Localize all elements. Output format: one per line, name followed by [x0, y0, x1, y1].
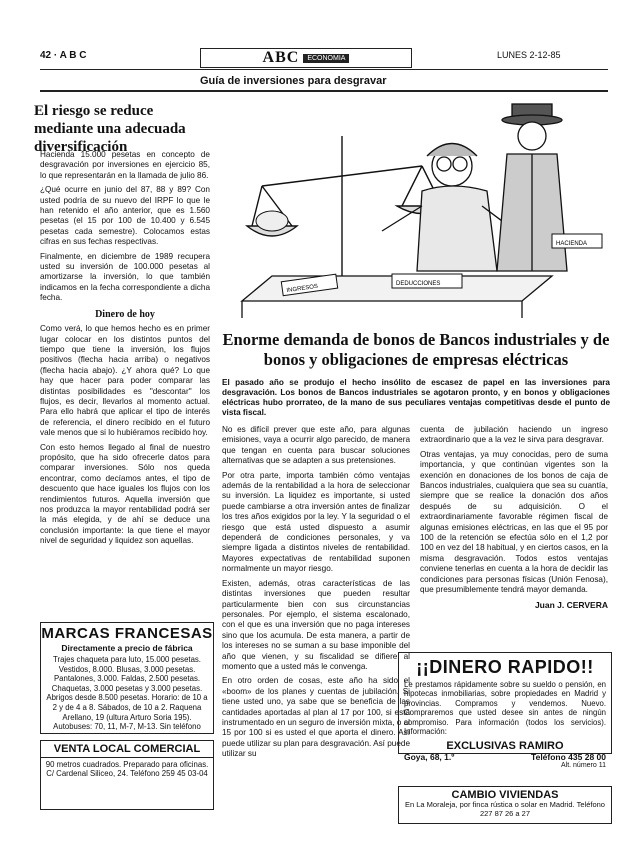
- ad-venta-body: 90 metros cuadrados. Preparado para oficinas. C/ Cardenal Siliceo, 24. Teléfono 259 45 03-04: [45, 760, 209, 779]
- section-rule: [40, 90, 608, 92]
- ad-dinero-contact: [399, 752, 611, 762]
- article2-para: Por otra parte, importa también cómo ventajas además de la rentabilidad a la hora de seleccionar su inversión. La liquidez es importante, si usted puede cambiarse a otra inversión antes de finalizar los tres años exigidos por la ley. Y la seguridad o el riesgo que está usted dispuesto a asumir dependerá de condiciones personales, y va siempre ligada a distintos niveles de rentabilidad. Mayores expectativas de rentabilidad suponen normalmente un mayor riesgo.: [222, 470, 410, 574]
- article1-para: Finalmente, en diciembre de 1989 recupera usted su inversión de 100.000 pesetas al amortizarse la inversión, lo que también indicamos en la fecha correspondiente a dicha fecha.: [40, 251, 210, 303]
- logo-text: ABC: [262, 49, 300, 66]
- ad-dinero-phone: Teléfono 435 28 00: [531, 752, 606, 763]
- ad-dinero-body: Le prestamos rápidamente sobre su sueldo o pensión, en hipotecas inmobiliarias, sobre propiedades en Madrid y provincias. Compramos y vendemos. Nuevo. Compraremos que usted desee sin antes de ningún compromiso. Para información (todos los servicios). Información:: [404, 680, 606, 737]
- ad-marcas-subtitle: Directamente a precio de fábrica: [61, 643, 193, 653]
- article1-para: Hacienda 15.000 pesetas en concepto de desgravación por inversiones en ejercicio 85, lo que representarán en la llamada de julio 86.: [40, 150, 210, 180]
- ad-marcas-body: Trajes chaqueta para luto, 15.000 pesetas. Vestidos, 8.000. Blusas, 3.000 pesetas. Pantalones, 3.000. Faldas, 2.500 pesetas. Chaquetas, 3.000 pesetas y 3.000 pesetas. Abrigos desde 8.500 pesetas. Horario: de 10 a 2 y de 4 a 8. Sábados, de 10 a 2. Raquena Arellano, 19 (ultura Arturo Soria 195). Autobuses: 70, 11, M-7, M-13. Sin teléfono: [46, 655, 208, 732]
- ad-dinero-ref: Alt. número 11: [560, 762, 606, 770]
- caption-mid: DEDUCCIONES: [396, 281, 441, 287]
- masthead-logo: [200, 48, 412, 68]
- article2-title: Enorme demanda de bonos de Bancos industriales y de bonos y obligaciones de empresas eléctricas: [222, 330, 610, 369]
- section-banner: Guía de inversiones para desgravar: [200, 75, 387, 87]
- page-date: LUNES 2-12-85: [497, 50, 561, 60]
- article1-para: Como verá, lo que hemos hecho es en primer lugar colocar en los distintos puntos del tiempo que tiene la inversión, los flujos positivos (flecha hacia arriba) o negativos (flecha hacia abajo). ¿Y ahora qué? Lo que hay que hacer para poder comparar las distintas posibilidades es "descontar" los flujos, es decir, llevarlos al momento actual. Para ello habrá que aplicar el tipo de interés de referencia, el dinero recibido en el futuro vale menos que si lo hubiéramos recibido hoy.: [40, 324, 210, 438]
- article1-para: Con esto hemos llegado al final de nuestro propósito, que ha sido ofrecerle datos para comparar inversiones. Sólo nos queda encontrar, como decíamos antes, el tipo de descuento que hace iguales los flujos con los rendimientos futuros. Aquella inversión que nos produzca la mayor rentabilidad podrá ser la más elegida, y de ahí se deduce una conclusión importante: la que tiene el mayor nivel de seguridad y liquidez son aquellas.: [40, 442, 210, 546]
- ad-dinero-rapido: [398, 652, 612, 770]
- ad-dinero-name: EXCLUSIVAS RAMIRO: [446, 740, 564, 753]
- article1-title: El riesgo se reduce mediante una adecuada diversificación: [34, 103, 186, 155]
- article1-subhead: Dinero de hoy: [95, 308, 155, 320]
- caption-right: HACIENDA: [556, 241, 588, 247]
- ad-venta-title: VENTA LOCAL COMERCIAL: [41, 741, 213, 758]
- article1-body: [40, 150, 210, 551]
- article2-para: En otro orden de cosas, este año ha sido el «boom» de los planes y cuentas de jubilación. Si tiene usted uno, ya sabe que se beneficia de las cantidades aportadas al plan al 17 por 100, si está instrumentado en un seguro de inversión mixta, o al 15 por 100 si es usted el que aporta el dinero. Así puede utilizar su plan para desgravación. Así puede utilizar su: [222, 676, 410, 759]
- article1-para: ¿Qué ocurre en junio del 87, 88 y 89? Con usted podría de su nuevo del IRPF lo que le han retenido el año anterior, que es 1.560 pesetas (el 15 por 100 de 10.400 y 6.545 pesetas cada semestre). Colocamos estas cifras en sus fechas respectivas.: [40, 185, 210, 247]
- ad-cambio-title: CAMBIO VIVIENDAS: [451, 789, 559, 801]
- ad-cambio-body: En La Moraleja, por finca rústica o solar en Madrid. Teléfono 227 87 26 a 27: [405, 800, 605, 818]
- article2-para: Otras ventajas, ya muy conocidas, pero de suma importancia, y que continúan vigentes son la exención en donaciones de los bonos de caja de Bancos industriales, cualquiera que sea su cuantía, siempre que se realice la donación dos años después de su adquisición. O el extraordinariamente favorable régimen fiscal de algunas emisiones eléctricas, en las que el 95 por 100 de la retención se efectúa sólo en el 1,2 por 100 en vez del 18 habitual, y en ciertos casos, en la misma desgravación. Todos estos ventajas conviene tenerlas en cuenta a la hora de decidir las condiciones para personas físicas (Unión Fenosa), que presumiblemente tendrá mayor demanda.: [420, 449, 608, 595]
- ad-cambio-viviendas: [398, 786, 612, 824]
- ad-dinero-address: Goya, 68, 1.º: [404, 752, 455, 763]
- article2-para: Existen, además, otras características de las distintas inversiones que pueden resultar particularmente bien con sus circunstancias personales. Por ejemplo, el sistema escalonado, con el que es una inversión que no paga intereses sino que los acumula. De esta manera, a partir de los intereses no se suman a su base imponible del año que vienen, y su fiscalidad se difiere al momento que a usted más le convenga.: [222, 578, 410, 671]
- ad-venta-local: [40, 740, 214, 810]
- header-rule: [40, 69, 608, 70]
- ad-marcas-francesas: [40, 622, 214, 734]
- article2-col-right: [420, 425, 608, 610]
- article2-lead: El pasado año se produjo el hecho insólito de escasez de papel en las inversiones para desgravación. Los bonos de Bancos industriales se agotaron pronto, y en bonos y obligaciones eléctricas hubo prorrateo, de la mano de sus peculiares ventajas competitivas desde el punto de vista fiscal.: [222, 378, 610, 417]
- article2-para: cuenta de jubilación haciendo un ingreso extraordinario que a la vez le sirva para desgravar.: [420, 425, 608, 445]
- article2-para: No es difícil prever que este año, para algunas emisiones, vaya a ocurrir algo parecido, de manera que tengan en cuenta para buscar soluciones alternativas que se adapten a sus pretensiones.: [222, 425, 410, 466]
- caption-left: INGRESOS: [286, 283, 319, 295]
- ad-marcas-title: MARCAS FRANCESAS: [41, 625, 213, 642]
- page-folio: 42 · A B C: [40, 50, 87, 61]
- ad-dinero-title: ¡¡DINERO RAPIDO!!: [416, 657, 594, 677]
- article2-author: Juan J. CERVERA: [534, 599, 608, 610]
- logo-strip: ECONOMIA: [303, 54, 349, 63]
- cartoon-illustration: [222, 96, 612, 328]
- article2-col-left: [222, 425, 410, 764]
